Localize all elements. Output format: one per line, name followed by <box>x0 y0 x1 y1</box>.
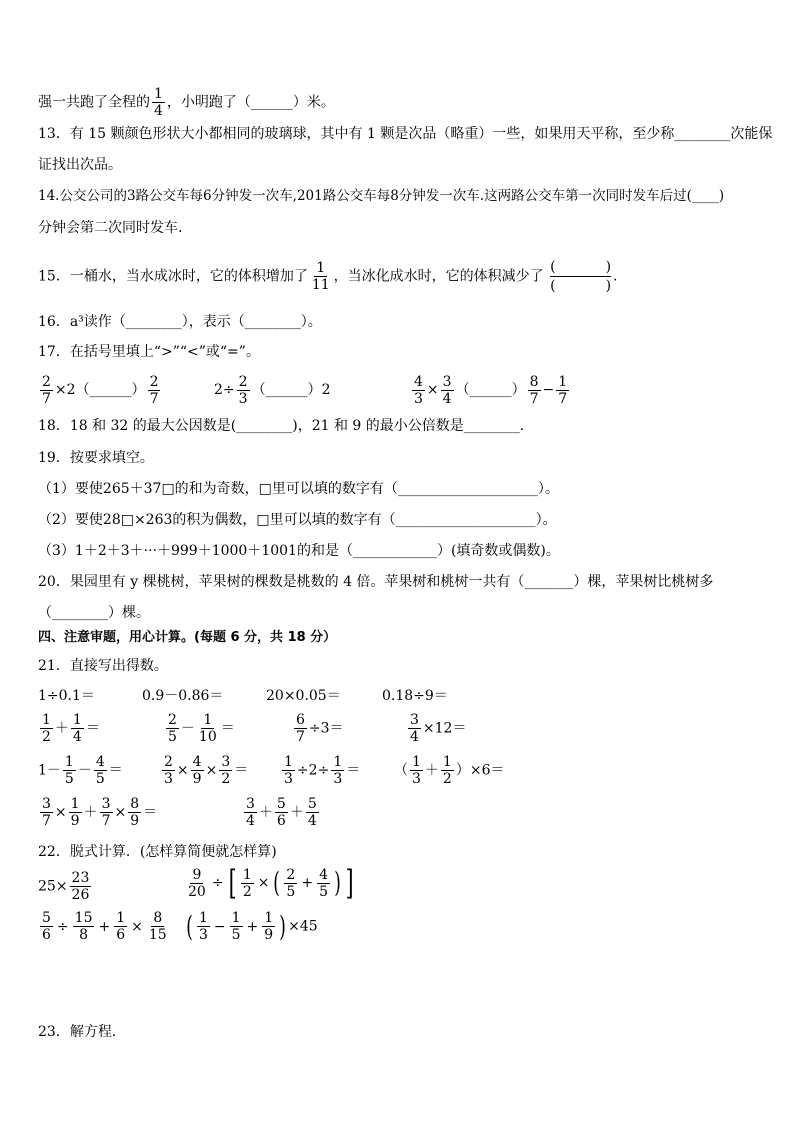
answer-fraction-blank[interactable]: $\frac{( )}{( )}$ <box>550 259 612 294</box>
question-20-line1: 20．果园里有 y 棵桃树，苹果树的棵数是桃数的 4 倍。苹果树和桃树一共有（_______）棵，苹果树比桃树多 <box>38 574 714 590</box>
question-18: 18．18 和 32 的最大公因数是(________)，21 和 9 的最小公倍数是________． <box>38 418 534 434</box>
question-12-tail: 强一共跑了全程的 $\frac{1}{4}$ ，小明跑了（______）米。 <box>38 86 335 119</box>
expression-row-2: $\frac{5}{6}$ ÷ $\frac{15}{8}$ + $\frac{1}{6}$ × $\frac{8}{15}$ ( $\frac{1}{3}$ − $\frac{1}{5}$ + $\frac{1}{9}$ ) ×45 <box>42 909 318 943</box>
question-19-title: 19．按要求填空。 <box>38 450 154 466</box>
question-14-line2: 分钟会第二次同时发车. <box>38 220 183 236</box>
calc-row-4: $\frac{3}{7}$ × $\frac{1}{9}$ ＋ $\frac{3}{7}$ × $\frac{8}{9}$ ＝ $\frac{3}{4}$ ＋ $\frac{5}{6}$ ＋ $\frac{5}{4}$ <box>42 796 317 829</box>
calc-row-3: 1－ $\frac{1}{5}$ － $\frac{4}{5}$ ＝ $\frac{2}{3}$ × $\frac{4}{9}$ × $\frac{3}{2}$ ＝ $\frac{1}{3}$ ÷2÷ $\frac{1}{3}$ ＝ （ $\frac{1}{3}$ ＋ $\frac{1}{2}$ ）×6＝ <box>38 754 505 787</box>
question-19-part2: （2）要使28□×263的积为偶数，□里可以填的数字有（____________________）。 <box>38 512 557 528</box>
question-15: 15．一桶水，当水成冰时，它的体积增加了 $\frac{1}{11}$ ，当冰化成水时，它的体积减少了 $\frac{( )}{( )}$ . <box>38 259 618 294</box>
question-22-title: 22．脱式计算．(怎样算简便就怎样算) <box>38 844 277 860</box>
compare-a: $\frac{2}{7}$ ×2（______） $\frac{2}{7}$ <box>42 373 159 407</box>
expression-row-1: 25× $\frac{23}{26}$ $\frac{9}{20}$ ÷ [ $\frac{1}{2}$ × ( $\frac{2}{5}$ + $\frac{4}{5}$ ) ] <box>38 863 354 903</box>
calc-row-2: $\frac{1}{2}$ ＋ $\frac{1}{4}$ ＝ $\frac{2}{5}$ － $\frac{1}{10}$ ＝ $\frac{6}{7}$ ÷3＝ $\frac{3}{4}$ ×12＝ <box>42 712 467 745</box>
fraction: $\frac{1}{4}$ <box>154 86 163 119</box>
compare-c: $\frac{4}{3}$ × $\frac{3}{4}$ （______） $\frac{8}{7}$ − $\frac{1}{7}$ <box>414 373 568 407</box>
section-heading: 四、注意审题，用心计算。(每题 6 分，共 18 分） <box>38 630 337 645</box>
question-17-title: 17．在括号里填上“>”“<”或“=”。 <box>38 344 260 360</box>
question-20-line2: （________）棵。 <box>38 605 150 621</box>
question-13-line2: 证找出次品。 <box>38 157 122 173</box>
question-13-line1: 13．有 15 颗颜色形状大小都相同的玻璃球，其中有 1 颗是次品（略重）一些，如果用天平称，至少称________次能保 <box>38 126 773 142</box>
question-14-line1: 14.公交公司的3路公交车每6分钟发一次车,201路公交车每8分钟发一次车.这两路公交车第一次同时发车后过(____) <box>38 188 725 204</box>
question-19-part1: （1）要使265＋37□的和为奇数，□里可以填的数字有（____________________）。 <box>38 481 559 497</box>
question-16: 16．a³读作（________），表示（________）。 <box>38 314 322 330</box>
question-21-title: 21．直接写出得数。 <box>38 658 168 674</box>
compare-b: 2÷ $\frac{2}{3}$ （______）2 <box>214 373 331 407</box>
calc-row-1: 1÷0.1＝ 0.9－0.86＝ 20×0.05＝ 0.18÷9＝ <box>38 688 448 704</box>
question-23: 23．解方程． <box>38 1024 126 1040</box>
question-19-part3: （3）1＋2＋3＋···＋999＋1000＋1001的和是（____________）(填奇数或偶数)。 <box>38 543 560 559</box>
